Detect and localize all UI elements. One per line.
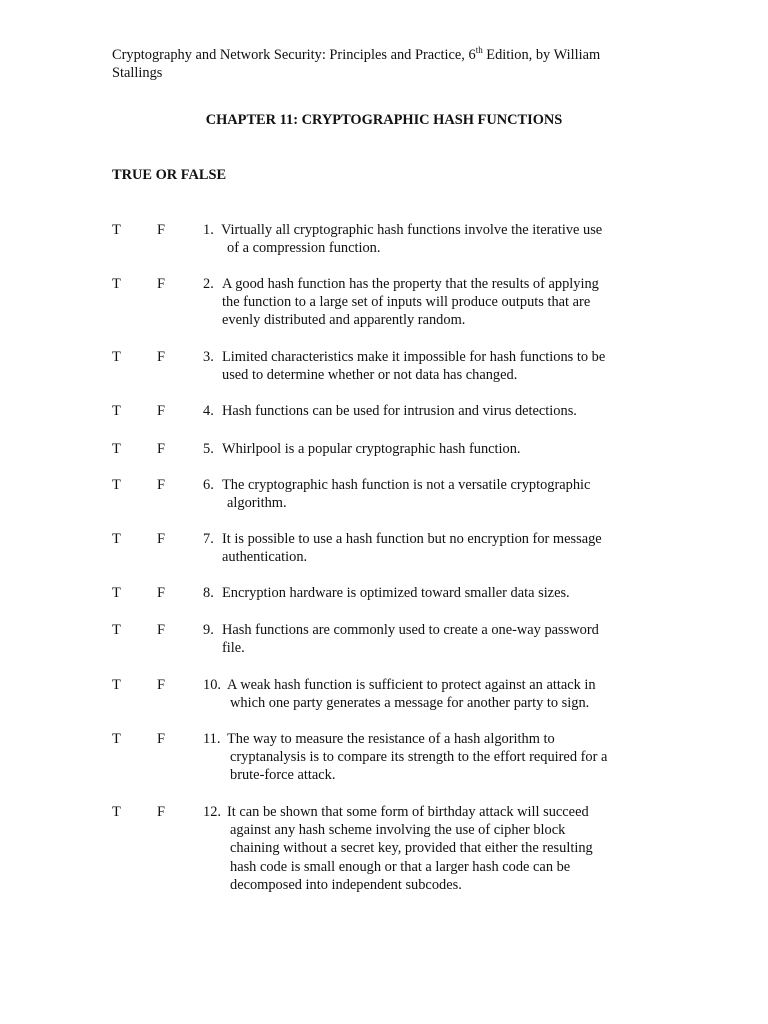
true-option: T [112,585,121,601]
true-option: T [112,731,121,747]
false-option: F [157,276,166,292]
question-number: 8. [203,585,214,601]
false-option: F [157,441,166,457]
question-number: 12. [203,804,221,820]
question-text-line: A weak hash function is sufficient to protect against an attack in [227,677,596,693]
false-option: F [157,531,166,547]
document-header [112,46,652,82]
question-text-line: Hash functions are commonly used to create a one-way password [222,622,599,638]
question-text-line: The cryptographic hash function is not a versatile cryptographic [222,477,591,493]
chapter-title: CHAPTER 11: CRYPTOGRAPHIC HASH FUNCTIONS [205,112,563,128]
false-option: F [157,222,166,238]
question-text-line: Hash functions can be used for intrusion and virus detections. [222,403,577,419]
header-line-1: Cryptography and Network Security: Principles and Practice, 6th Edition, by William [112,45,601,63]
question-text-line: decomposed into independent subcodes. [230,876,462,893]
question-number: 3. [203,349,214,365]
question-text-line: The way to measure the resistance of a hash algorithm to [227,731,555,747]
false-option: F [157,477,166,493]
question-text-line: used to determine whether or not data has changed. [222,367,518,384]
question-text-line: Whirlpool is a popular cryptographic hash function. [222,441,521,457]
true-option: T [112,403,121,419]
question-text-line: It can be shown that some form of birthday attack will succeed [227,804,589,820]
question-text-line: hash code is small enough or that a larger hash code can be [230,858,571,875]
question-text-line: brute-force attack. [230,767,336,784]
question-text-line: file. [222,640,245,657]
false-option: F [157,731,166,747]
question-number: 7. [203,531,214,547]
question-text-line: Encryption hardware is optimized toward smaller data sizes. [222,585,570,601]
question-number: 6. [203,477,214,493]
true-option: T [112,677,121,693]
false-option: F [157,349,166,365]
question-number: 2. [203,276,214,292]
true-option: T [112,622,121,638]
true-option: T [112,276,121,292]
question-text-line: A good hash function has the property that the results of applying [222,276,599,292]
question-text-line: evenly distributed and apparently random. [222,312,466,329]
question-number: 4. [203,403,214,419]
question-text-line: which one party generates a message for another party to sign. [230,695,590,712]
false-option: F [157,403,166,419]
question-text-line: against any hash scheme involving the use of cipher block [230,822,566,839]
question-text-line: It is possible to use a hash function but no encryption for message [222,531,602,547]
true-option: T [112,441,121,457]
false-option: F [157,585,166,601]
question-text-line: cryptanalysis is to compare its strength to the effort required for a [230,749,608,766]
true-option: T [112,349,121,365]
question-text-line: Virtually all cryptographic hash functions involve the iterative use [221,222,603,238]
question-number: 11. [203,731,221,747]
false-option: F [157,804,166,820]
false-option: F [157,677,166,693]
question-number: 5. [203,441,214,457]
false-option: F [157,622,166,638]
question-text-line: of a compression function. [227,240,381,257]
question-number: 1. [203,222,214,238]
question-text-line: chaining without a secret key, provided that either the resulting [230,840,593,857]
true-option: T [112,477,121,493]
superscript-th: th [475,45,483,56]
header-line-2: Stallings [112,65,163,82]
question-number: 9. [203,622,214,638]
true-option: T [112,804,121,820]
question-text-line: algorithm. [227,495,287,512]
true-option: T [112,222,121,238]
question-text-line: Limited characteristics make it impossible for hash functions to be [222,349,606,365]
question-number: 10. [203,677,221,693]
section-title: TRUE OR FALSE [112,167,227,183]
true-option: T [112,531,121,547]
question-text-line: the function to a large set of inputs will produce outputs that are [222,294,591,311]
question-text-line: authentication. [222,549,308,566]
